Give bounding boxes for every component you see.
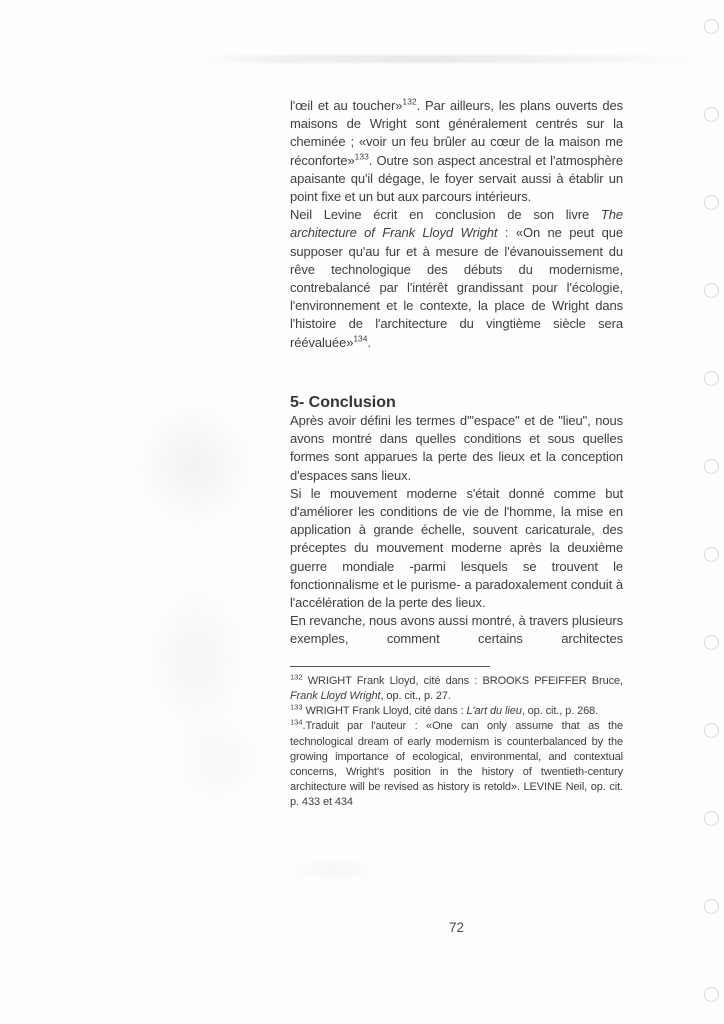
paragraph-text-segment: l'œil et au toucher» xyxy=(290,98,403,113)
footnote-text-segment: WRIGHT Frank Lloyd, cité dans : BROOKS PFEIFFER Bruce, xyxy=(302,674,623,687)
paragraph-text-segment: . Par ailleurs, les plans ouverts des maisons de Wright sont généralement centrés sur la cheminée ; «voir un feu brûler au cœur de la maison me réconforte» xyxy=(290,98,623,168)
binder-hole-mark xyxy=(704,371,719,386)
footnote-133 xyxy=(290,704,623,719)
book-title: The architecture of Frank Lloyd Wright xyxy=(290,207,623,241)
footnote-text-segment: .Traduit par l'auteur : «One can only assume that as the technological dream of early modernism is counterbalanced by the growing importance of ecological, environmental, and contextual concerns, Wright's position in the history of twentieth-century architecture will be revised as history is retold». LEVINE Neil, op. cit. p. 433 et 434 xyxy=(290,720,623,809)
footnote-text-segment: WRIGHT Frank Lloyd, cité dans : xyxy=(302,705,467,718)
binder-hole-mark xyxy=(704,107,719,122)
footnote-ref-134: 134 xyxy=(353,333,368,344)
binder-hole-mark xyxy=(704,547,719,562)
section-heading: 5- Conclusion xyxy=(290,393,396,411)
paragraph-mouvement-moderne: Si le mouvement moderne s'était donné comme but d'améliorer les conditions de vie de l'homme, la mise en application à grande échelle, souvent caricaturale, des préceptes du mouvement moderne après la deuxième guerre mondiale -parmi lesquels se trouvent le fonctionnalisme et le purisme- a paradoxalement conduit à l'accélération de la perte des lieux. xyxy=(290,485,623,611)
footnote-book-title: L'art du lieu xyxy=(466,705,522,718)
footnote-ref-133: 133 xyxy=(354,151,369,162)
footnote-book-title: Frank Lloyd Wright xyxy=(290,689,381,702)
paragraph-fireplace xyxy=(290,97,623,206)
paragraph-text-segment: . xyxy=(367,334,372,350)
footnote-text-segment: , op. cit., p. 268. xyxy=(521,705,599,718)
footnote-number: 133 xyxy=(290,702,303,712)
binder-hole-mark xyxy=(704,283,719,298)
footnote-separator xyxy=(290,666,490,667)
bleedthrough-smudge xyxy=(268,852,398,888)
binder-hole-mark xyxy=(704,723,719,738)
binder-hole-mark xyxy=(704,811,719,826)
binder-hole-mark xyxy=(704,987,719,1002)
scan-streak-artifact xyxy=(200,55,705,63)
paragraph-text-segment: : «On ne peut que supposer qu'au fur et à mesure de l'évanouissement du rêve technologique des débuts du modernisme, contrebalancé par l'intérêt grandissant pour l'écologie, l'environnement et le contexte, la place de Wright dans l'histoire de l'architecture du vingtième siècle sera réévaluée» xyxy=(290,225,623,350)
footnote-number: 132 xyxy=(290,672,303,682)
paragraph-definitions: Après avoir défini les termes d'"espace" et de "lieu", nous avons montré dans quelles conditions et sous quelles formes sont apparues la perte des lieux et la conception d'espaces sans lieux. xyxy=(290,413,623,483)
paragraph-en-revanche: En revanche, nous avons aussi montré, à travers plusieurs exemples, comment certains architectes xyxy=(290,613,623,647)
footnotes-section xyxy=(290,674,623,811)
page-number: 72 xyxy=(448,920,465,935)
footnote-134 xyxy=(290,719,623,810)
binder-hole-mark xyxy=(704,195,719,210)
footnote-132 xyxy=(290,674,623,704)
paragraph-levine xyxy=(290,206,623,352)
paragraph-text-segment: . Outre son aspect ancestral et l'atmosphère apaisante qu'il dégage, le foyer servait aussi à établir un point fixe et un but aux parcours intérieurs. xyxy=(290,152,623,205)
binder-hole-mark xyxy=(704,459,719,474)
footnote-number: 134 xyxy=(290,717,303,727)
paragraph-text-segment: Neil Levine écrit en conclusion de son livre xyxy=(290,207,601,223)
binder-hole-mark xyxy=(704,19,719,34)
bleedthrough-smudge xyxy=(152,698,287,823)
binder-hole-mark xyxy=(704,635,719,650)
text-block xyxy=(290,97,623,811)
binder-hole-mark xyxy=(704,899,719,914)
footnote-ref-132: 132 xyxy=(402,96,417,107)
bleedthrough-smudge xyxy=(112,378,277,553)
footnote-text-segment: , op. cit., p. 27. xyxy=(380,689,451,702)
